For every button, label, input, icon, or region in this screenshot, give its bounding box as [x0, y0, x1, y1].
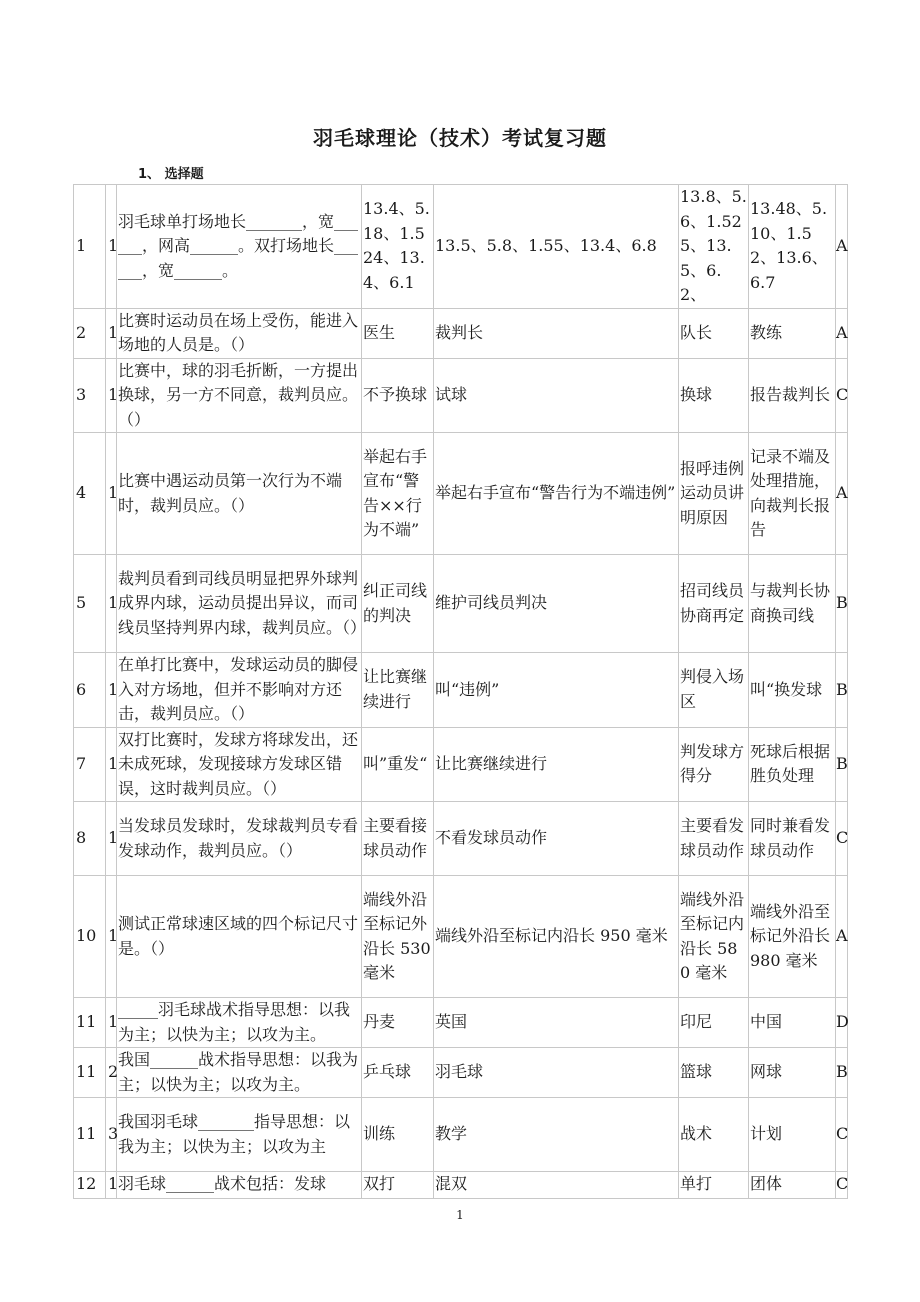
- answer: B: [836, 1048, 848, 1098]
- option-c: 端线外沿至标记内沿长 580 毫米: [679, 876, 749, 998]
- sub-number: 1: [106, 1172, 117, 1199]
- answer: B: [836, 727, 848, 802]
- table-row: [74, 308, 848, 358]
- option-c: 主要看发球员动作: [679, 802, 749, 876]
- option-c: 换球: [679, 358, 749, 433]
- sub-number: 1: [106, 433, 117, 555]
- question-text: 我国______战术指导思想：以我为主；以快为主；以攻为主。: [117, 1048, 362, 1098]
- answer: C: [836, 1172, 848, 1199]
- option-a: 让比赛继续进行: [362, 653, 434, 728]
- option-b: 让比赛继续进行: [434, 727, 679, 802]
- sub-number: 3: [106, 1098, 117, 1172]
- question-text: 比赛中，球的羽毛折断，一方提出换球，另一方不同意，裁判员应。（）: [117, 358, 362, 433]
- option-d: 中国: [749, 998, 836, 1048]
- page-title: 羽毛球理论（技术）考试复习题: [313, 126, 607, 150]
- sub-number: 1: [106, 555, 117, 653]
- question-text: 我国羽毛球_______指导思想：以我为主；以快为主；以攻为主: [117, 1098, 362, 1172]
- option-b: 裁判长: [434, 308, 679, 358]
- option-a: 不予换球: [362, 358, 434, 433]
- table-row: [74, 1098, 848, 1172]
- sub-number: 1: [106, 998, 117, 1048]
- option-a: 端线外沿至标记外沿长 530 毫米: [362, 876, 434, 998]
- option-a: 叫”重发“: [362, 727, 434, 802]
- question-text: 测试正常球速区域的四个标记尺寸是。（）: [117, 876, 362, 998]
- table-row: [74, 653, 848, 728]
- sub-number: 2: [106, 1048, 117, 1098]
- option-b: 不看发球员动作: [434, 802, 679, 876]
- option-d: 记录不端及处理措施，向裁判长报告: [749, 433, 836, 555]
- sub-number: 1: [106, 653, 117, 728]
- question-number: 10: [74, 876, 106, 998]
- option-c: 招司线员协商再定: [679, 555, 749, 653]
- question-text: 在单打比赛中，发球运动员的脚侵入对方场地，但并不影响对方还击，裁判员应。（）: [117, 653, 362, 728]
- question-number: 11: [74, 1098, 106, 1172]
- option-d: 网球: [749, 1048, 836, 1098]
- option-b: 叫“违例”: [434, 653, 679, 728]
- option-a: 丹麦: [362, 998, 434, 1048]
- option-b: 羽毛球: [434, 1048, 679, 1098]
- page-number: 1: [456, 1208, 464, 1222]
- option-c: 战术: [679, 1098, 749, 1172]
- question-number: 11: [74, 1048, 106, 1098]
- question-number: 8: [74, 802, 106, 876]
- answer: B: [836, 555, 848, 653]
- sub-number: 1: [106, 727, 117, 802]
- option-d: 计划: [749, 1098, 836, 1172]
- option-c: 判发球方得分: [679, 727, 749, 802]
- answer: A: [836, 876, 848, 998]
- option-d: 13.48、5.10、1.52、13.6、6.7: [749, 185, 836, 309]
- option-c: 篮球: [679, 1048, 749, 1098]
- table-row: [74, 1172, 848, 1199]
- option-c: 判侵入场区: [679, 653, 749, 728]
- option-a: 纠正司线的判决: [362, 555, 434, 653]
- option-d: 端线外沿至标记外沿长 980 毫米: [749, 876, 836, 998]
- question-number: 2: [74, 308, 106, 358]
- question-number: 7: [74, 727, 106, 802]
- option-b: 试球: [434, 358, 679, 433]
- question-text: 比赛中遇运动员第一次行为不端时，裁判员应。（）: [117, 433, 362, 555]
- option-b: 举起右手宣布“警告行为不端违例”: [434, 433, 679, 555]
- option-a: 训练: [362, 1098, 434, 1172]
- option-b: 英国: [434, 998, 679, 1048]
- answer: C: [836, 1098, 848, 1172]
- table-row: [74, 998, 848, 1048]
- option-b: 教学: [434, 1098, 679, 1172]
- table-row: [74, 555, 848, 653]
- answer: A: [836, 185, 848, 309]
- option-a: 举起右手宣布“警告××行为不端”: [362, 433, 434, 555]
- table-row: [74, 185, 848, 309]
- option-a: 双打: [362, 1172, 434, 1199]
- question-number: 1: [74, 185, 106, 309]
- answer: D: [836, 998, 848, 1048]
- table-row: [74, 876, 848, 998]
- answer: A: [836, 433, 848, 555]
- option-d: 报告裁判长: [749, 358, 836, 433]
- option-c: 13.8、5.6、1.525、13.5、6.2、: [679, 185, 749, 309]
- answer: B: [836, 653, 848, 728]
- option-d: 教练: [749, 308, 836, 358]
- option-c: 报呼违例运动员讲明原因: [679, 433, 749, 555]
- question-text: 双打比赛时，发球方将球发出，还未成死球，发现接球方发球区错误，这时裁判员应。（）: [117, 727, 362, 802]
- table-row: [74, 433, 848, 555]
- table-row: [74, 727, 848, 802]
- question-number: 12: [74, 1172, 106, 1199]
- option-b: 维护司线员判决: [434, 555, 679, 653]
- answer: C: [836, 802, 848, 876]
- option-b: 端线外沿至标记内沿长 950 毫米: [434, 876, 679, 998]
- option-c: 单打: [679, 1172, 749, 1199]
- question-text: 羽毛球______战术包括：发球: [117, 1172, 362, 1199]
- option-b: 13.5、5.8、1.55、13.4、6.8: [434, 185, 679, 309]
- question-text: _____羽毛球战术指导思想：以我为主；以快为主；以攻为主。: [117, 998, 362, 1048]
- option-d: 团体: [749, 1172, 836, 1199]
- question-text: 比赛时运动员在场上受伤，能进入场地的人员是。（）: [117, 308, 362, 358]
- answer: C: [836, 358, 848, 433]
- question-number: 11: [74, 998, 106, 1048]
- table-row: [74, 802, 848, 876]
- question-number: 5: [74, 555, 106, 653]
- sub-number: 1: [106, 358, 117, 433]
- question-table: [73, 184, 848, 1199]
- sub-number: 1: [106, 185, 117, 309]
- answer: A: [836, 308, 848, 358]
- question-text: 当发球员发球时，发球裁判员专看发球动作，裁判员应。（）: [117, 802, 362, 876]
- option-d: 叫“换发球: [749, 653, 836, 728]
- option-d: 与裁判长协商换司线: [749, 555, 836, 653]
- sub-number: 1: [106, 308, 117, 358]
- option-c: 印尼: [679, 998, 749, 1048]
- option-d: 同时兼看发球员动作: [749, 802, 836, 876]
- question-number: 4: [74, 433, 106, 555]
- sub-number: 1: [106, 802, 117, 876]
- question-number: 6: [74, 653, 106, 728]
- table-row: [74, 358, 848, 433]
- question-text: 羽毛球单打场地长_______，宽______，网高______。双打场地长______，宽______。: [117, 185, 362, 309]
- option-a: 主要看接球员动作: [362, 802, 434, 876]
- option-a: 13.4、5.18、1.524、13.4、6.1: [362, 185, 434, 309]
- section-heading: 1、 选择题: [138, 167, 204, 182]
- question-number: 3: [74, 358, 106, 433]
- option-a: 医生: [362, 308, 434, 358]
- table-row: [74, 1048, 848, 1098]
- option-a: 乒乓球: [362, 1048, 434, 1098]
- sub-number: 1: [106, 876, 117, 998]
- option-d: 死球后根据胜负处理: [749, 727, 836, 802]
- option-b: 混双: [434, 1172, 679, 1199]
- option-c: 队长: [679, 308, 749, 358]
- question-text: 裁判员看到司线员明显把界外球判成界内球，运动员提出异议，而司线员坚持判界内球，裁判员应。（）: [117, 555, 362, 653]
